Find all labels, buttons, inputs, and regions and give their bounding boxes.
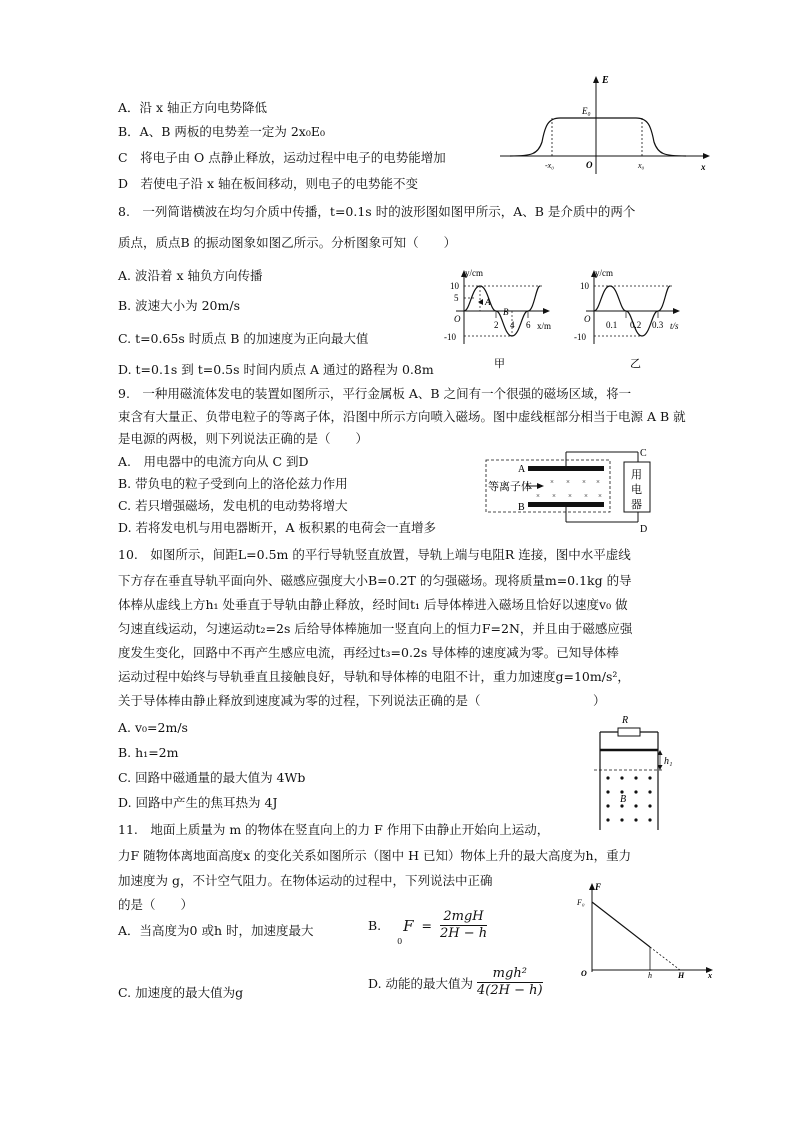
q8-jia-label-o: O [454, 314, 461, 324]
q8-jia-point-b: B [503, 307, 509, 317]
q11-line3: 加速度为 g，不计空气阻力。在物体运动的过程中，下列说法中正确 [118, 873, 493, 888]
q10-line4: 匀速直线运动，匀速运动t₂=2s 后给导体棒施加一竖直向上的恒力F=2N，并且由于磁感应强 [118, 621, 633, 636]
q9-device-label [631, 468, 642, 511]
q8-jia-caption: 甲 [494, 358, 505, 370]
q10-line2: 下方存在垂直导轨平面向外、磁感应强度大小B=0.2T 的匀强磁场。现将质量m=0.1kg 的导 [118, 573, 632, 588]
q9-device-char: 用 [631, 469, 642, 481]
q8-option-a: A. 波沿着 x 轴负方向传播 [118, 268, 263, 283]
q11-option-d-denominator: 4(2H − h) [477, 983, 543, 998]
q11-label-f0: F₀ [577, 898, 585, 907]
q11-line1: 11. 地面上质量为 m 的物体在竖直向上的力 F 作用下由静止开始向上运动， [118, 822, 550, 837]
q9-plate-b-label: B [518, 502, 525, 513]
q8-yi-tick-10: 10 [580, 281, 589, 291]
q10-line6: 运动过程中始终与导轨垂直且接触良好，导轨和导体棒的电阻不计，重力加速度g=10m/s²， [118, 669, 630, 684]
q9-option-b: B. 带负电的粒子受到向上的洛伦兹力作用 [118, 476, 348, 491]
q11-option-d [368, 966, 543, 999]
q10-option-c: C. 回路中磁通量的最大值为 4Wb [118, 770, 306, 785]
q8-vibration-graph-yi [570, 266, 694, 371]
q8-stem-line2: 质点，质点B 的振动图象如图乙所示。分析图象可知（ ） [118, 235, 457, 250]
q11-option-d-fraction [477, 966, 543, 999]
q8-jia-tick-10: 10 [450, 281, 459, 291]
q8-yi-xlabel: t/s [670, 321, 679, 331]
q10-option-b: B. h₁=2m [118, 745, 179, 760]
q11-option-b-label: B. [368, 918, 382, 933]
q10-resistor-label: R [622, 715, 629, 726]
q11-line2: 力F 随物体离地面高度x 的变化关系如图所示（图中 H 已知）物体上升的最大高度为h，重力 [118, 848, 632, 863]
q11-option-b-numerator: 2mgH [440, 909, 487, 926]
q9-plasma-label: 等离子体 [488, 481, 532, 493]
q7-option-d: D 若使电子沿 x 轴在板间移动，则电子的电势能不变 [118, 176, 419, 191]
q9-cross: × [584, 492, 588, 500]
q9-device-char: 电 [631, 484, 642, 496]
q9-magnetic-field-crosses [536, 478, 602, 500]
q10-h1-label: h₁ [664, 756, 673, 767]
q7-option-c: C 将电子由 O 点静止释放，运动过程中电子的电势能增加 [118, 150, 446, 165]
q8-yi-tick-01: 0.1 [606, 320, 618, 330]
q9-cross: × [550, 478, 554, 486]
q10-option-a: A. v₀=2m/s [118, 720, 188, 735]
q8-wave-graph-jia [440, 266, 562, 371]
q9-plate-a-label: A [518, 464, 526, 475]
q7-label-o: O [586, 160, 593, 170]
q10-option-d: D. 回路中产生的焦耳热为 4J [118, 795, 278, 810]
q9-cross: × [596, 478, 600, 486]
q9-cross: × [582, 478, 586, 486]
q10-line7: 关于导体棒由静止释放到速度减为零的过程，下列说法正确的是（ ） [118, 693, 606, 708]
q11-option-c: C. 加速度的最大值为g [118, 985, 244, 1000]
q11-label-h: h [648, 971, 652, 980]
q9-option-a: A. 用电器中的电流方向从 C 到D [118, 454, 309, 469]
q9-cross: × [566, 478, 570, 486]
q9-device-char: 器 [631, 499, 642, 511]
q7-e-x-graph [490, 74, 715, 178]
q8-jia-tick-x6: 6 [526, 320, 531, 330]
q11-label-o: O [581, 969, 587, 978]
q8-yi-label-o: O [584, 314, 591, 324]
q11-axis-x: x [708, 971, 712, 980]
q10-line5: 度发生变化，回路中不再产生感应电流，再经过t₃=0.2s 导体棒的速度减为零。已知导体棒 [118, 645, 619, 660]
q8-yi-tick-neg10: -10 [574, 332, 586, 342]
q9-cross: × [536, 492, 540, 500]
q11-force-height-graph [572, 880, 720, 980]
q7-label-x0: x₀ [638, 161, 645, 170]
q8-option-b: B. 波速大小为 20m/s [118, 298, 240, 313]
q8-jia-tick-5: 5 [454, 293, 459, 303]
q11-option-b-f: F [403, 916, 414, 935]
q8-jia-point-a: A [485, 297, 491, 307]
q7-label-e0: E₀ [582, 106, 591, 116]
q11-option-b-subscript: 0 [397, 936, 403, 946]
q10-line1: 10. 如图所示，间距L=0.5m 的平行导轨竖直放置，导轨上端与电阻R 连接，图中水平虚线 [118, 547, 631, 562]
q9-mhd-generator-figure [484, 442, 654, 536]
q9-option-c: C. 若只增强磁场，发电机的电动势将增大 [118, 498, 348, 513]
q9-option-d: D. 若将发电机与用电器断开，A 板积累的电荷会一直增多 [118, 520, 437, 535]
q11-axis-f: F [595, 882, 602, 892]
q7-axis-e: E [602, 75, 609, 86]
q11-option-b: B. F 0 = $\frac{\text{2mgH}}{2H - h}$ [368, 909, 488, 946]
q7-option-a: A．沿 x 轴正方向电势降低 [118, 100, 268, 115]
q10-field-b-label: B [620, 794, 627, 805]
q11-option-b-denominator: 2H − h [439, 926, 488, 941]
q7-option-b: B．A、B 两板的电势差一定为 2x₀E₀ [118, 124, 325, 139]
q8-option-d: D. t=0.1s 到 t=0.5s 时间内质点 A 通过的路程为 0.8m [118, 362, 434, 377]
q8-jia-ylabel: y/cm [465, 268, 483, 278]
q9-stem-line3: 是电源的两极，则下列说法正确的是（ ） [118, 431, 369, 446]
q8-option-c: C. t=0.65s 时质点 B 的加速度为正向最大值 [118, 331, 369, 346]
q9-terminal-d-label: D [640, 524, 648, 535]
q9-terminal-c-label: C [640, 448, 647, 459]
q9-cross: × [568, 492, 572, 500]
q11-option-b-fraction [440, 909, 487, 942]
q9-stem-line2: 束含有大量正、负带电粒子的等离子体，沿图中所示方向喷入磁场。图中虚线框部分相当于电源 A B 就 [118, 409, 686, 424]
q8-jia-tick-x4: 4 [510, 320, 515, 330]
q10-magnetic-field-dots [606, 776, 651, 821]
q8-yi-tick-03: 0.3 [652, 320, 664, 330]
q7-axis-x: x [701, 162, 706, 172]
q11-option-a: A．当高度为0 或h 时，加速度最大 [118, 923, 314, 938]
q8-jia-tick-neg10: -10 [444, 332, 456, 342]
q8-yi-ylabel: y/cm [595, 268, 613, 278]
q8-jia-tick-x2: 2 [494, 320, 499, 330]
q11-line4: 的是（ ） [118, 897, 194, 912]
q8-jia-xlabel: x/m [537, 321, 552, 331]
q8-yi-caption: 乙 [630, 358, 641, 370]
q8-stem-line1: 8. 一列简谐横波在均匀介质中传播，t=0.1s 时的波形图如图甲所示，A、B 是介质中的两个 [118, 204, 636, 219]
q11-option-d-label: D. 动能的最大值为 [368, 975, 474, 991]
q9-stem-line1: 9. 一种用磁流体发电的装置如图所示，平行金属板 A、B 之间有一个很强的磁场区域，将一 [118, 386, 632, 401]
q9-cross: × [598, 492, 602, 500]
q10-line3: 体棒从虚线上方h₁ 处垂直于导轨由静止释放，经时间t₁ 后导体棒进入磁场且恰好以速度v₀ 做 [118, 597, 628, 612]
q11-option-d-numerator: mgh² [477, 966, 543, 983]
q7-label-neg-x0: -x₀ [545, 161, 554, 170]
q8-yi-tick-02: 0.2 [630, 320, 642, 330]
q9-cross: × [552, 492, 556, 500]
q9-device-label-source: 用电器 [484, 442, 487, 443]
q10-rail-figure [594, 712, 684, 832]
q11-label-big-h: H [678, 971, 685, 980]
